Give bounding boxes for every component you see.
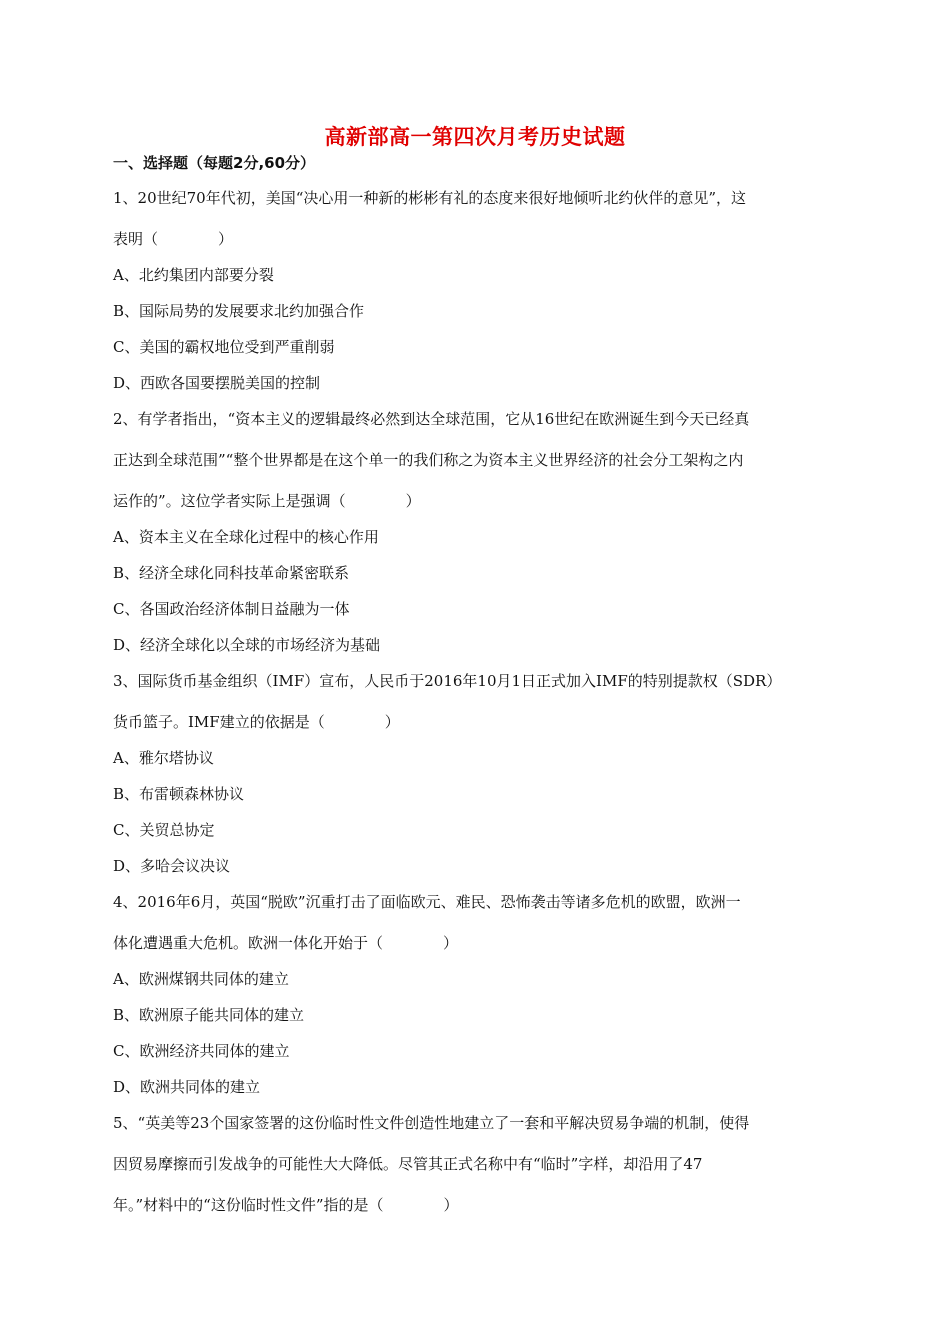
section-heading: 一、选择题（每题2分,60分） bbox=[113, 154, 316, 172]
question-4-option-b: B、欧洲原子能共同体的建立 bbox=[113, 1006, 305, 1024]
question-4-option-d: D、欧洲共同体的建立 bbox=[113, 1078, 261, 1096]
question-3-option-c: C、关贸总协定 bbox=[113, 821, 215, 839]
question-4-option-a: A、欧洲煤钢共同体的建立 bbox=[113, 970, 289, 988]
question-1-option-a: A、北约集团内部要分裂 bbox=[113, 266, 274, 284]
question-1-option-c: C、美国的霸权地位受到严重削弱 bbox=[113, 338, 335, 356]
question-4-option-c: C、欧洲经济共同体的建立 bbox=[113, 1042, 290, 1060]
question-3-option-a: A、雅尔塔协议 bbox=[113, 749, 214, 767]
question-3-option-b: B、布雷顿森林协议 bbox=[113, 785, 245, 803]
question-2-line-2: 正达到全球范围”“整个世界都是在这个单一的我们称之为资本主义世界经济的社会分工架构之内 bbox=[113, 451, 744, 469]
page-title: 高新部高一第四次月考历史试题 bbox=[324, 125, 626, 149]
question-2-line-3: 运作的”。这位学者实际上是强调（ ） bbox=[113, 492, 421, 510]
question-5-line-2: 因贸易摩擦而引发战争的可能性大大降低。尽管其正式名称中有“临时”字样，却沿用了47 bbox=[113, 1155, 703, 1173]
question-4-line-2: 体化遭遇重大危机。欧洲一体化开始于（ ） bbox=[113, 934, 459, 952]
question-3-line-2: 货币篮子。IMF建立的依据是（ ） bbox=[113, 713, 400, 731]
question-3-line-1: 3、国际货币基金组织（IMF）宣布，人民币于2016年10月1日正式加入IMF的特别提款权（SDR） bbox=[113, 672, 782, 690]
question-2-line-1: 2、有学者指出，“资本主义的逻辑最终必然到达全球范围，它从16世纪在欧洲诞生到今天已经真 bbox=[113, 410, 750, 428]
question-1-line-2: 表明（ ） bbox=[113, 230, 234, 248]
question-2-option-c: C、各国政治经济体制日益融为一体 bbox=[113, 600, 350, 618]
question-3-option-d: D、多哈会议决议 bbox=[113, 857, 231, 875]
question-1-line-1: 1、20世纪70年代初，美国“决心用一种新的彬彬有礼的态度来很好地倾听北约伙伴的意见”，这 bbox=[113, 189, 747, 207]
question-2-option-d: D、经济全球化以全球的市场经济为基础 bbox=[113, 636, 381, 654]
question-5-line-3: 年。”材料中的“这份临时性文件”指的是（ ） bbox=[113, 1196, 459, 1214]
question-4-line-1: 4、2016年6月，英国“脱欧”沉重打击了面临欧元、难民、恐怖袭击等诸多危机的欧盟，欧洲一 bbox=[113, 893, 741, 911]
question-2-option-a: A、资本主义在全球化过程中的核心作用 bbox=[113, 528, 379, 546]
question-1-option-d: D、西欧各国要摆脱美国的控制 bbox=[113, 374, 321, 392]
question-2-option-b: B、经济全球化同科技革命紧密联系 bbox=[113, 564, 350, 582]
question-5-line-1: 5、“英美等23个国家签署的这份临时性文件创造性地建立了一套和平解决贸易争端的机制，使得 bbox=[113, 1114, 750, 1132]
question-1-option-b: B、国际局势的发展要求北约加强合作 bbox=[113, 302, 365, 320]
